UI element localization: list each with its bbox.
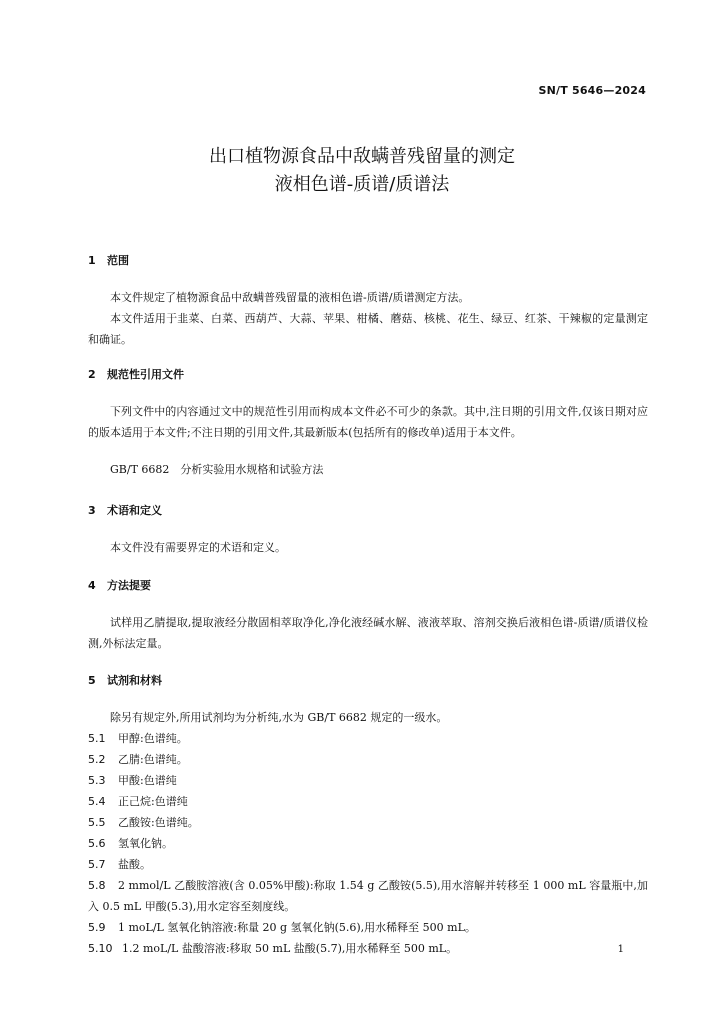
item-number: 5.1 xyxy=(88,732,106,745)
list-item xyxy=(88,791,648,812)
list-item xyxy=(88,938,648,959)
item-number: 5.2 xyxy=(88,753,106,766)
item-number: 5.9 xyxy=(88,921,106,934)
item-number: 5.6 xyxy=(88,837,106,850)
section-title: 试剂和材料 xyxy=(107,674,162,687)
item-text: 乙腈:色谱纯。 xyxy=(118,753,188,766)
item-text: 乙酸铵:色谱纯。 xyxy=(118,816,199,829)
item-text: 盐酸。 xyxy=(118,858,151,871)
section-2-heading xyxy=(88,366,184,382)
item-text: 甲酸:色谱纯 xyxy=(118,774,177,787)
section-1-paragraph-1: 本文件规定了植物源食品中敌螨普残留量的液相色谱-质谱/质谱测定方法。 xyxy=(110,291,470,304)
list-item xyxy=(88,917,648,938)
list-item xyxy=(88,875,648,917)
section-title: 范围 xyxy=(107,254,129,267)
section-number: 5 xyxy=(88,674,96,687)
section-2-paragraph-1: 下列文件中的内容通过文中的规范性引用而构成本文件必不可少的条款。其中,注日期的引用文件,仅该日期对应的版本适用于本文件;不注日期的引用文件,其最新版本(包括所有的修改单)适用于本文件。 xyxy=(88,405,648,439)
list-item xyxy=(88,854,648,875)
section-3-heading xyxy=(88,502,162,518)
item-text: 1 moL/L 氢氧化钠溶液:称量 20 g 氢氧化钠(5.6),用水稀释至 500 mL。 xyxy=(118,921,476,934)
item-text: 2 mmol/L 乙酸胺溶液(含 0.05%甲酸):称取 1.54 g 乙酸铵(5.5),用水溶解并转移至 1 000 mL 容量瓶中,加入 0.5 mL 甲酸(5.3),用水定容至刻度线。 xyxy=(88,879,648,913)
list-item xyxy=(88,770,648,791)
item-text: 1.2 moL/L 盐酸溶液:移取 50 mL 盐酸(5.7),用水稀释至 500 mL。 xyxy=(122,942,458,955)
item-text: 甲醇:色谱纯。 xyxy=(118,732,188,745)
section-4-heading xyxy=(88,577,151,593)
section-1-heading xyxy=(88,252,129,268)
section-number: 4 xyxy=(88,579,96,592)
item-text: 正己烷:色谱纯 xyxy=(118,795,188,808)
section-1-paragraph-2: 本文件适用于韭菜、白菜、西葫芦、大蒜、苹果、柑橘、蘑菇、核桃、花生、绿豆、红茶、干辣椒的定量测定和确证。 xyxy=(88,312,648,346)
page-number: 1 xyxy=(617,944,624,955)
list-item xyxy=(88,749,648,770)
list-item xyxy=(88,833,648,854)
list-item xyxy=(88,728,648,749)
item-number: 5.3 xyxy=(88,774,106,787)
item-number: 5.5 xyxy=(88,816,106,829)
standard-code: SN/T 5646—2024 xyxy=(538,84,646,97)
item-number: 5.10 xyxy=(88,942,113,955)
section-number: 3 xyxy=(88,504,96,517)
item-number: 5.7 xyxy=(88,858,106,871)
section-number: 1 xyxy=(88,254,96,267)
item-number: 5.4 xyxy=(88,795,106,808)
item-text: 氢氧化钠。 xyxy=(118,837,173,850)
list-item xyxy=(88,812,648,833)
item-number: 5.8 xyxy=(88,879,106,892)
section-5-intro: 除另有规定外,所用试剂均为分析纯,水为 GB/T 6682 规定的一级水。 xyxy=(110,711,448,724)
section-5-heading xyxy=(88,672,162,688)
section-title: 规范性引用文件 xyxy=(107,368,184,381)
section-title: 方法提要 xyxy=(107,579,151,592)
section-4-paragraph-1: 试样用乙腈提取,提取液经分散固相萃取净化,净化液经碱水解、液液萃取、溶剂交换后液相色谱-质谱/质谱仪检测,外标法定量。 xyxy=(88,616,648,650)
normative-reference: GB/T 6682 分析实验用水规格和试验方法 xyxy=(110,463,324,476)
document-title-line-1: 出口植物源食品中敌螨普残留量的测定 xyxy=(209,146,515,167)
section-3-paragraph-1: 本文件没有需要界定的术语和定义。 xyxy=(110,541,286,554)
section-title: 术语和定义 xyxy=(107,504,162,517)
document-title-line-2: 液相色谱-质谱/质谱法 xyxy=(274,174,450,195)
section-number: 2 xyxy=(88,368,96,381)
